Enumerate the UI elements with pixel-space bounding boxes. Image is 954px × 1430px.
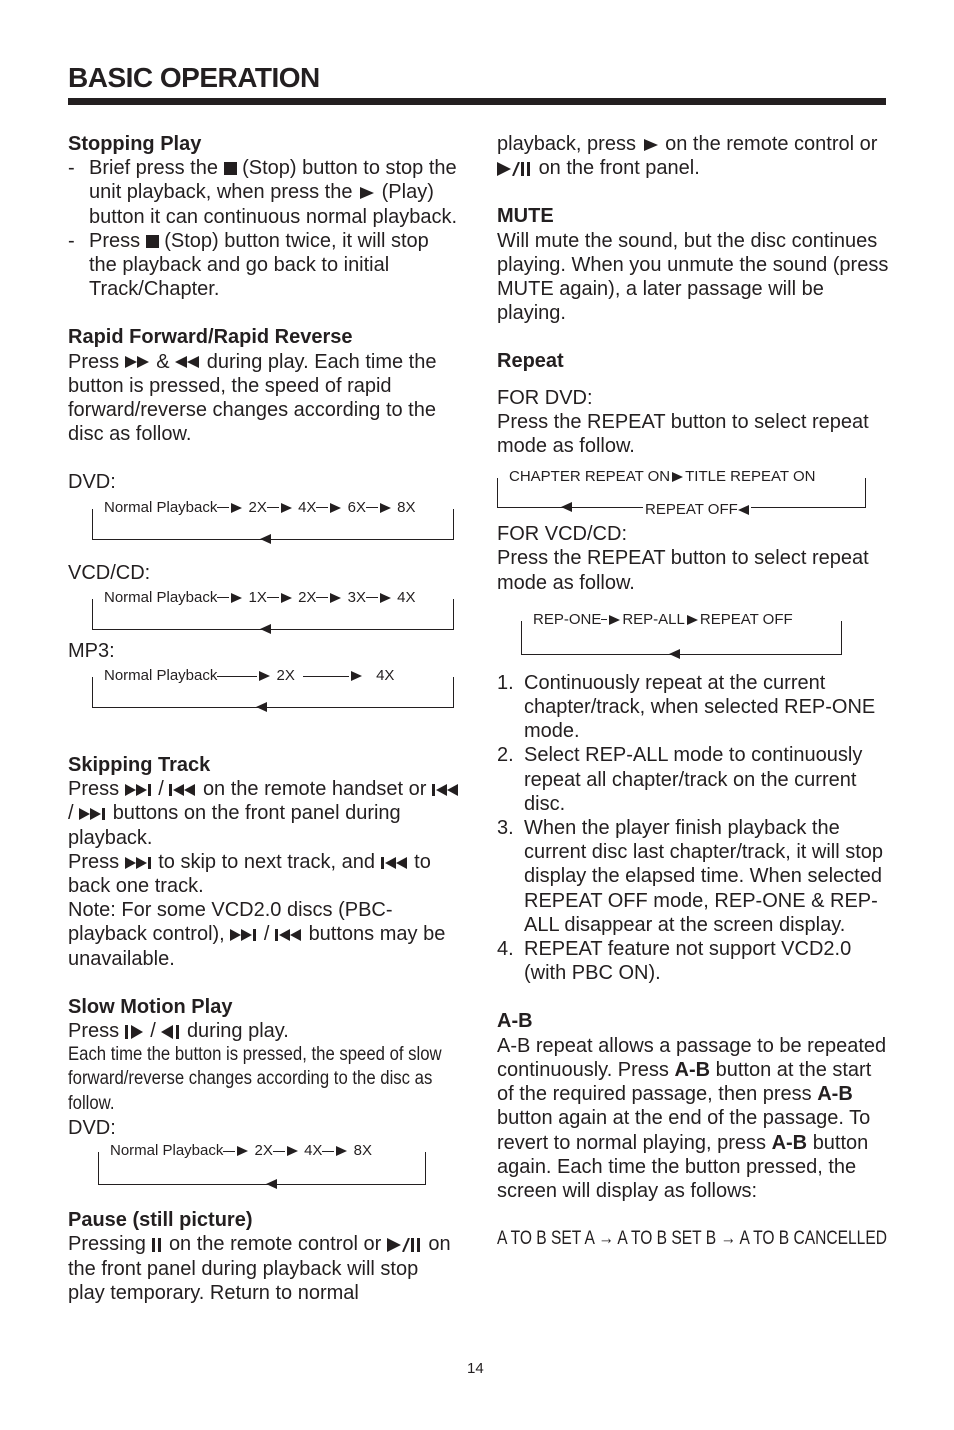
list-item: 4. REPEAT feature not support VCD2.0 (with PBC ON). <box>497 938 852 985</box>
pause-text: Pressing on the remote control or on the front panel during playback will stop play temporary. Return to normal <box>68 1233 451 1304</box>
slow-description: Each time the button is pressed, the speed of slow forward/reverse changes according to the disc as follow. <box>68 1044 442 1114</box>
repeat-vcd-label: FOR VCD/CD: <box>497 523 627 546</box>
slow-dvd-label: DVD: <box>68 1116 116 1139</box>
list-item: 3. When the player finish playback the current disc last chapter/track, it will stop display the elapsed time. When selected REPEAT OFF mode, REP-ONE & REP-ALL disappear at the screen display. <box>497 817 884 936</box>
ab-heading: A-B <box>497 1010 533 1033</box>
mute-text: Will mute the sound, but the disc continues playing. When you unmute the sound (press MUTE again), a later passage will be playing. <box>497 229 889 325</box>
previous-track-icon <box>381 857 409 869</box>
fast-reverse-icon <box>175 356 201 368</box>
mute-heading: MUTE <box>497 205 554 228</box>
list-item: 2. Select REP-ALL mode to continuously repeat all chapter/track on the current disc. <box>497 744 863 815</box>
next-track-icon <box>125 784 153 796</box>
pause-icon <box>151 1238 163 1252</box>
rapid-heading: Rapid Forward/Rapid Reverse <box>68 326 353 349</box>
slow-text: Press / during play. <box>68 1020 289 1043</box>
repeat-dvd-diagram: CHAPTER REPEAT ON TITLE REPEAT ON REPEAT OFF <box>497 466 889 522</box>
skipping-note: Note: For some VCD2.0 discs (PBC-playback control), / buttons may be unavailable. <box>68 899 446 970</box>
skipping-text: Press / on the remote handset or / buttons on the front panel during playback. <box>68 777 460 850</box>
stopping-bullet-2: - Press (Stop) button twice, it will stop the playback and go back to initial Track/Chapter. <box>68 229 429 301</box>
rapid-vcd-label: VCD/CD: <box>68 561 151 584</box>
play-icon <box>360 187 374 199</box>
left-column <box>68 132 460 1305</box>
page-title: BASIC OPERATION <box>68 62 320 93</box>
pause-heading: Pause (still picture) <box>68 1209 253 1232</box>
previous-track-icon <box>169 784 197 796</box>
repeat-list <box>497 671 889 986</box>
right-column <box>497 132 889 1251</box>
play-pause-icon <box>387 1238 423 1252</box>
skipping-text-2: Press to skip to next track, and to back one track. <box>68 850 431 898</box>
stop-icon <box>224 162 237 175</box>
ab-text: A-B repeat allows a passage to be repeated continuously. Press A-B button at the start of the required passage, then press A-B button again at the end of the passage. To revert to normal playing, press A-B button again. Each time the button pressed, the screen will display as follows: <box>497 1034 887 1202</box>
repeat-vcd-text: Press the REPEAT button to select repeat mode as follow. <box>497 547 869 594</box>
skipping-heading: Skipping Track <box>68 754 211 777</box>
slow-dvd-diagram: Normal Playback 2X 4X 8X <box>68 1140 460 1196</box>
play-icon <box>644 139 658 151</box>
repeat-dvd-label: FOR DVD: <box>497 386 593 409</box>
slow-forward-icon <box>125 1025 145 1039</box>
rapid-mp3-label: MP3: <box>68 639 115 662</box>
stop-icon <box>146 235 159 248</box>
previous-track-icon <box>432 784 460 796</box>
play-pause-icon <box>497 162 533 176</box>
rapid-mp3-diagram: Normal Playback 2X 4X <box>68 665 460 717</box>
stopping-bullet-1: - Brief press the (Stop) button to stop the unit playback, when press the (Play) button it can continuous normal playback. <box>68 157 457 228</box>
rapid-dvd-label: DVD: <box>68 471 116 494</box>
page-number: 14 <box>467 1360 484 1377</box>
next-track-icon <box>79 808 107 820</box>
ab-flow: A TO B SET A → A TO B SET B → A TO B CANCELLED <box>497 1228 887 1250</box>
rapid-vcd-diagram: Normal Playback 1X 2X 3X 4X <box>68 587 460 639</box>
previous-track-icon <box>275 929 303 941</box>
list-item: 1. Continuously repeat at the current chapter/track, when selected REP-ONE mode. <box>497 671 876 743</box>
repeat-dvd-text: Press the REPEAT button to select repeat mode as follow. <box>497 410 869 458</box>
repeat-heading: Repeat <box>497 350 564 373</box>
next-track-icon <box>125 857 153 869</box>
next-track-icon <box>230 929 258 941</box>
stopping-heading: Stopping Play <box>68 133 202 155</box>
slow-heading: Slow Motion Play <box>68 995 233 1018</box>
title-rule <box>68 98 886 105</box>
repeat-vcd-diagram: REP-ONE REP-ALL REPEAT OFF <box>497 609 889 671</box>
fast-forward-icon <box>125 356 151 368</box>
pause-text-cont: playback, press on the remote control or on the front panel. <box>497 133 878 180</box>
rapid-text: Press & during play. Each time the button is pressed, the speed of rapid forward/reverse changes according to the disc as follow. <box>68 350 437 446</box>
rapid-dvd-diagram: Normal Playback 2X 4X 6X 8X <box>68 497 460 549</box>
slow-reverse-icon <box>161 1025 181 1039</box>
